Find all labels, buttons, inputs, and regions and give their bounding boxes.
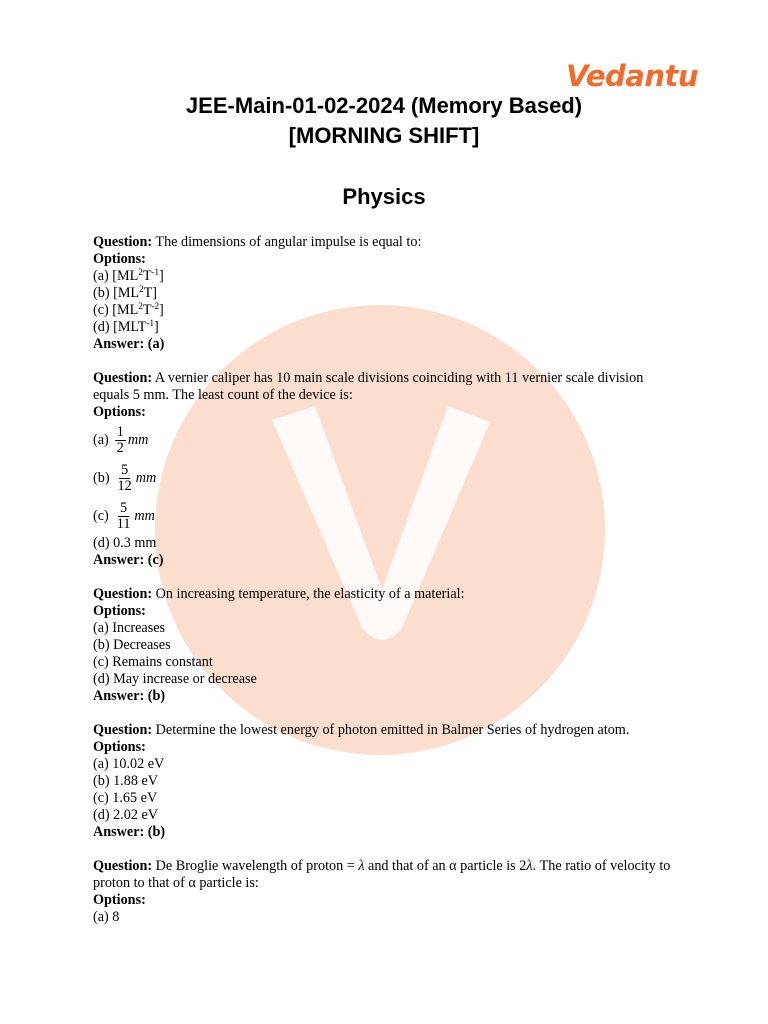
option-b: (b) $\frac{5}{12}$ mm <box>93 461 157 494</box>
options-label: Options: <box>93 404 146 420</box>
subject-heading: Physics <box>342 184 426 209</box>
answer-line: Answer: (a) <box>93 336 165 352</box>
question-text: Question: De Broglie wavelength of proton = λ and that of an α particle is 2λ. The ratio of velocity to proton to that of α particle is: <box>93 858 671 891</box>
questions-section <box>93 234 683 926</box>
question-block <box>93 370 683 569</box>
question-text: Question: On increasing temperature, the elasticity of a material: <box>93 586 465 602</box>
option-a: (a) $\frac{1}{2}$ mm <box>93 423 149 456</box>
options-label: Options: <box>93 603 146 619</box>
option-b: (b) Decreases <box>93 637 171 653</box>
question-text: Question: The dimensions of angular impulse is equal to: <box>93 234 422 250</box>
option-d: (d) May increase or decrease <box>93 671 257 687</box>
question-block <box>93 586 683 705</box>
option-a: (a) Increases <box>93 620 166 636</box>
options-label: Options: <box>93 739 146 755</box>
options-label: Options: <box>93 892 146 908</box>
exam-shift: [MORNING SHIFT] <box>288 123 480 148</box>
vedantu-logo: Vedantu <box>566 59 698 93</box>
option-d: (d) $[MLT^{-1}]$ <box>93 318 159 335</box>
fraction: $\frac{5}{11}$ <box>116 499 131 532</box>
fraction: $\frac{1}{2}$ <box>116 423 124 456</box>
option-c: (c) Remains constant <box>93 654 213 670</box>
option-c: (c) $\frac{5}{11}$ mm <box>93 499 155 532</box>
option-a: (a) $[ML^2T^{-1}]$ <box>93 267 164 284</box>
fraction: $\frac{5}{12}$ <box>117 461 132 494</box>
question-text: Question: A vernier caliper has 10 main scale divisions coinciding with 11 vernier scale division equals 5 mm. The least count of the device is: <box>93 370 644 403</box>
option-c: (c) 1.65 eV <box>93 790 158 806</box>
option-b: (b) 1.88 eV <box>93 773 159 789</box>
answer-line: Answer: (c) <box>93 552 164 568</box>
option-d: (d) 0.3 mm <box>93 535 157 551</box>
answer-line: Answer: (b) <box>93 824 166 840</box>
answer-line: Answer: (b) <box>93 688 166 704</box>
question-block <box>93 234 683 353</box>
option-b: (b) $[ML^2T]$ <box>93 284 158 301</box>
question-block <box>93 722 683 841</box>
option-c: (c) $[ML^2T^{-2}]$ <box>93 301 164 318</box>
question-block <box>93 858 683 926</box>
options-label: Options: <box>93 251 146 267</box>
exam-title: JEE-Main-01-02-2024 (Memory Based) <box>185 93 583 118</box>
question-text: Question: Determine the lowest energy of photon emitted in Balmer Series of hydrogen atom. <box>93 722 630 738</box>
option-a: (a) 8 <box>93 909 120 925</box>
option-a: (a) 10.02 eV <box>93 756 165 772</box>
option-d: (d) 2.02 eV <box>93 807 159 823</box>
